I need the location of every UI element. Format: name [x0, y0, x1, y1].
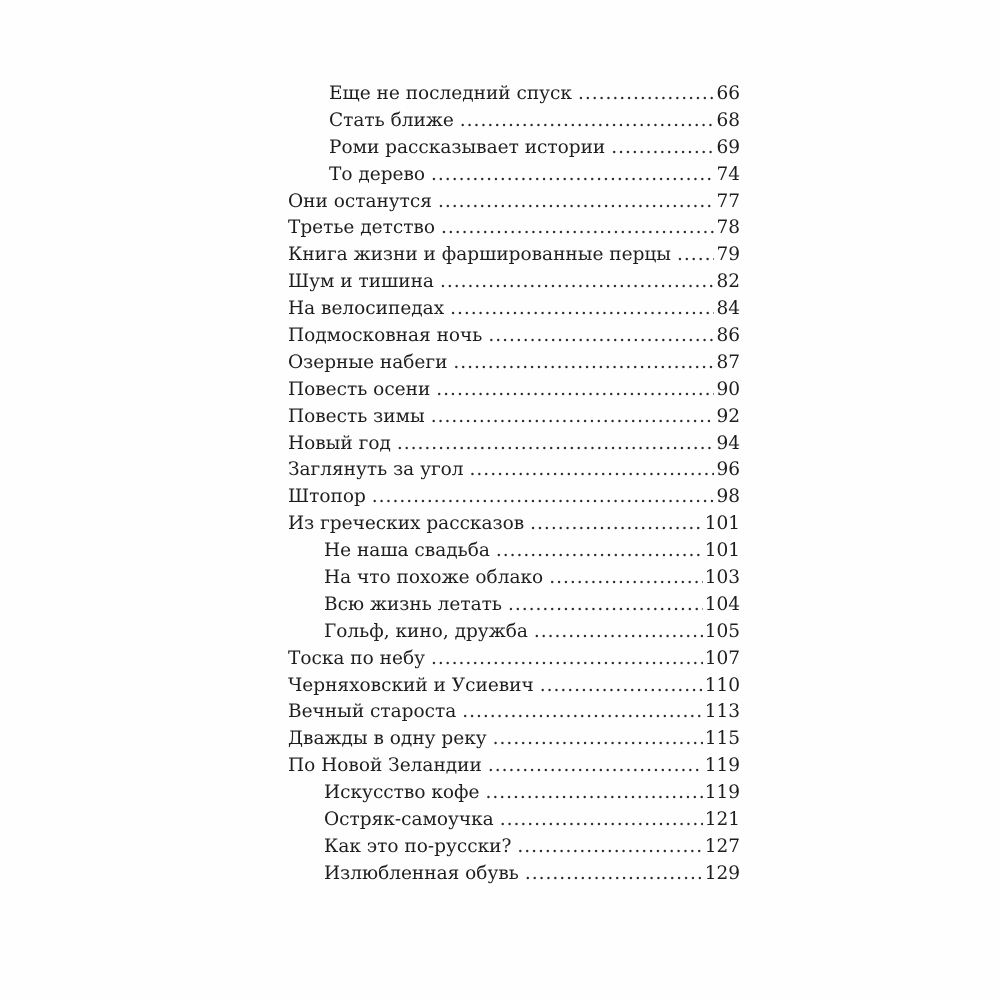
toc-entry-title: По Новой Зеландии — [288, 755, 482, 777]
toc-entry-title: Подмосковная ночь — [288, 325, 483, 347]
toc-entry-title: Из греческих рассказов — [288, 513, 525, 535]
toc-entry-title: Шум и тишина — [288, 271, 434, 293]
toc-entry — [288, 484, 740, 511]
toc-entry — [288, 565, 740, 592]
toc-entry — [288, 269, 740, 296]
toc-entry-page: 101 — [704, 540, 740, 562]
toc-entry-page: 101 — [704, 513, 740, 535]
toc-entry — [288, 726, 740, 753]
toc-entry-page: 113 — [704, 701, 740, 723]
toc-entry — [288, 296, 740, 323]
toc-entry — [288, 242, 740, 269]
toc-entry — [288, 619, 740, 646]
dot-leader — [470, 457, 715, 484]
dot-leader — [436, 377, 714, 404]
toc-entry-title: Роми рассказывает истории — [329, 136, 606, 158]
toc-entry-page: 92 — [716, 405, 740, 427]
toc-entry-page: 74 — [716, 163, 740, 185]
toc-entry-page: 103 — [704, 567, 740, 589]
toc-entry-page: 82 — [716, 271, 740, 293]
toc-entry — [288, 215, 740, 242]
toc-entry-title: Вечный староста — [288, 701, 457, 723]
dot-leader — [453, 350, 714, 377]
toc-entry — [288, 404, 740, 431]
toc-entry — [288, 377, 740, 404]
toc-entry-title: Повесть зимы — [288, 405, 425, 427]
toc-entry-title: Не наша свадьба — [324, 540, 490, 562]
dot-leader — [540, 673, 703, 700]
toc-entry-page: 115 — [704, 728, 740, 750]
toc-entry-title: Всю жизнь летать — [324, 593, 502, 615]
dot-leader — [431, 404, 715, 431]
toc-entry — [288, 457, 740, 484]
toc-entry-title: Тоска по небу — [288, 647, 425, 669]
toc-entry-title: Новый год — [288, 432, 391, 454]
dot-leader — [677, 242, 714, 269]
toc-entry-page: 129 — [704, 862, 740, 884]
dot-leader — [525, 861, 703, 888]
toc-entry — [288, 673, 740, 700]
dot-leader — [488, 753, 703, 780]
toc-entry-page: 79 — [716, 244, 740, 266]
toc-entry — [288, 538, 740, 565]
dot-leader — [493, 726, 703, 753]
toc-entry-page: 119 — [704, 755, 740, 777]
toc-entry — [288, 646, 740, 673]
toc-entry-title: Озерные набеги — [288, 351, 448, 373]
toc-entry — [288, 807, 740, 834]
toc-entry — [288, 834, 740, 861]
toc-entry-title: Как это по-русски? — [324, 835, 512, 857]
toc-entry-title: Дважды в одну реку — [288, 728, 487, 750]
dot-leader — [372, 484, 715, 511]
toc-entry-page: 105 — [704, 620, 740, 642]
toc-entry — [288, 511, 740, 538]
toc-entry-title: Излюбленная обувь — [324, 862, 519, 884]
dot-leader — [462, 699, 702, 726]
toc-entry-page: 104 — [704, 593, 740, 615]
toc-entry-page: 94 — [716, 432, 740, 454]
toc-entry-page: 84 — [716, 298, 740, 320]
toc-entry — [288, 699, 740, 726]
dot-leader — [431, 162, 714, 189]
toc-entry-page: 119 — [704, 782, 740, 804]
toc-entry-title: То дерево — [329, 163, 426, 185]
toc-entry-title: Они останутся — [288, 190, 432, 212]
toc-entry-page: 87 — [716, 351, 740, 373]
toc-entry-title: Еще не последний спуск — [329, 83, 572, 104]
dot-leader — [450, 296, 714, 323]
table-of-contents — [288, 81, 740, 888]
toc-entry-title: Стать ближе — [329, 109, 454, 131]
toc-entry-page: 69 — [716, 136, 740, 158]
toc-entry-title: Черняховский и Усиевич — [288, 674, 534, 696]
dot-leader — [508, 592, 703, 619]
dot-leader — [517, 834, 702, 861]
toc-entry-page: 98 — [716, 486, 740, 508]
toc-entry-page: 107 — [704, 647, 740, 669]
toc-entry — [288, 108, 740, 135]
toc-entry-page: 127 — [704, 835, 740, 857]
toc-entry-page: 96 — [716, 459, 740, 481]
dot-leader — [438, 189, 715, 216]
toc-entry-title: Гольф, кино, дружба — [324, 620, 528, 642]
dot-leader — [549, 565, 703, 592]
toc-entry-page: 66 — [716, 83, 740, 104]
toc-entry-title: Штопор — [288, 486, 366, 508]
toc-entry-title: На что похоже облако — [324, 567, 544, 589]
dot-leader — [441, 215, 714, 242]
toc-entry-page: 110 — [704, 674, 740, 696]
dot-leader — [530, 511, 703, 538]
dot-leader — [500, 807, 703, 834]
toc-entry-page: 86 — [716, 325, 740, 347]
toc-entry-page: 78 — [716, 217, 740, 239]
toc-entry-title: Повесть осени — [288, 378, 431, 400]
toc-entry-title: На велосипедах — [288, 298, 445, 320]
dot-leader — [496, 538, 703, 565]
toc-entry-title: Третье детство — [288, 217, 435, 239]
toc-entry-title: Искусство кофе — [324, 782, 480, 804]
toc-entry-page: 77 — [716, 190, 740, 212]
toc-entry — [288, 162, 740, 189]
toc-entry — [288, 350, 740, 377]
toc-entry — [288, 861, 740, 888]
toc-entry-page: 90 — [716, 378, 740, 400]
dot-leader — [611, 135, 714, 162]
toc-entry-title: Остряк-самоучка — [324, 809, 494, 831]
dot-leader — [578, 81, 714, 108]
toc-entry — [288, 135, 740, 162]
toc-entry — [288, 189, 740, 216]
toc-entry — [288, 431, 740, 458]
toc-entry-title: Заглянуть за угол — [288, 459, 464, 481]
dot-leader — [460, 108, 715, 135]
toc-entry — [288, 323, 740, 350]
toc-entry — [288, 592, 740, 619]
dot-leader — [397, 431, 715, 458]
toc-entry-page: 68 — [716, 109, 740, 131]
toc-entry — [288, 753, 740, 780]
dot-leader — [431, 646, 703, 673]
toc-entry — [288, 81, 740, 108]
toc-entry — [288, 780, 740, 807]
dot-leader — [440, 269, 715, 296]
toc-entry-title: Книга жизни и фаршированные перцы — [288, 244, 672, 266]
dot-leader — [485, 780, 702, 807]
toc-entry-page: 121 — [704, 809, 740, 831]
dot-leader — [488, 323, 714, 350]
dot-leader — [534, 619, 703, 646]
